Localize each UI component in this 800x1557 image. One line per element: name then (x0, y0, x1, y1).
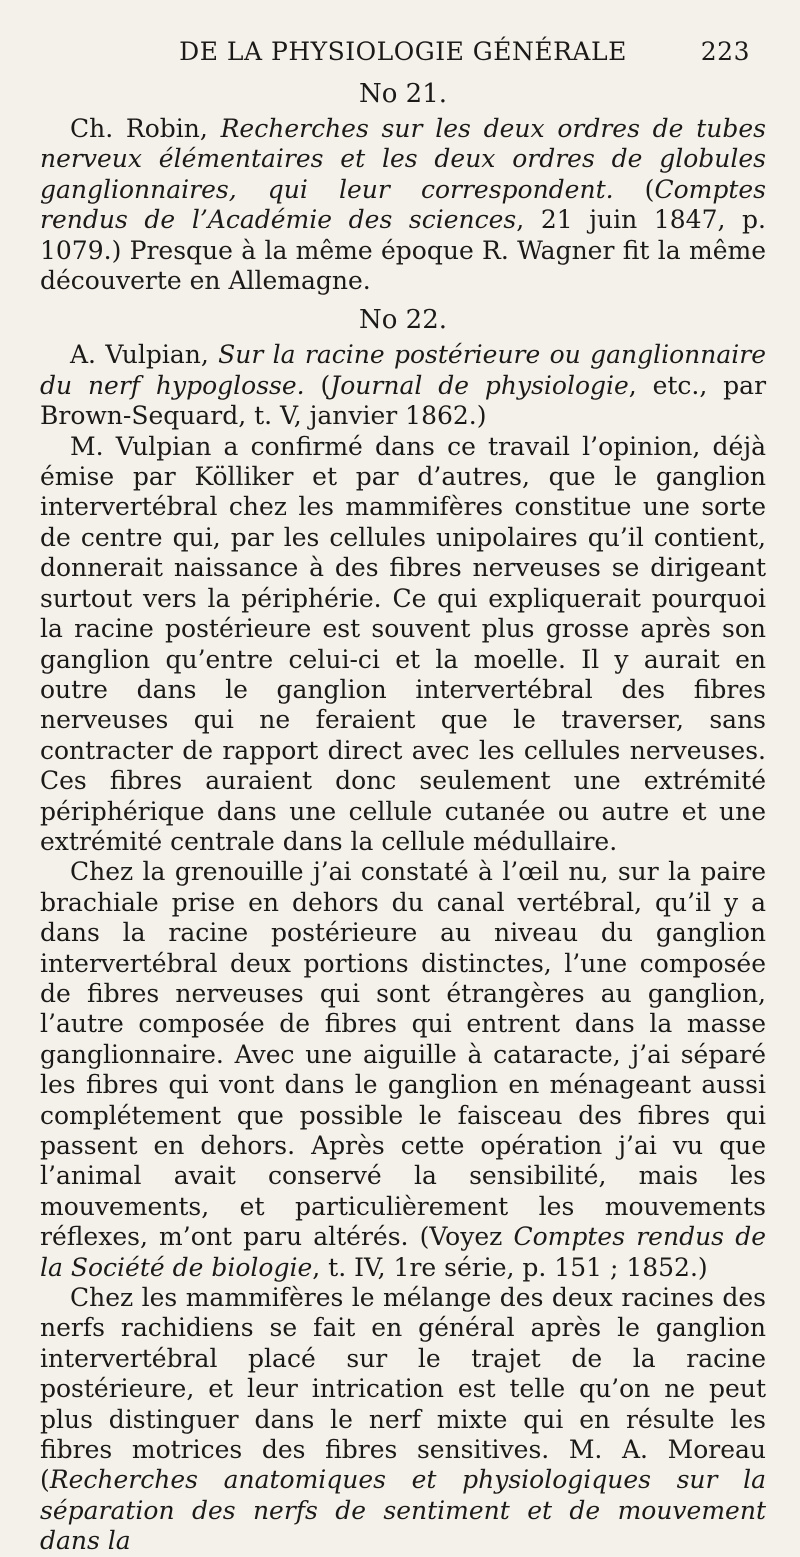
reference-21-rest: , 21 juin 1847, p. 1079.) Presque à la même époque R. Wagner fit la même découverte en Allemagne. (40, 205, 766, 296)
reference-21-title: Recherches sur les deux ordres de tubes nerveux élémentaires et les deux ordres de globules ganglionnaires, qui leur correspondent. (40, 114, 766, 204)
reference-21-author: Ch. Robin, (70, 114, 221, 143)
page-number: 223 (700, 37, 750, 66)
paragraph-mammiferes-text: Chez les mammifères le mélange des deux racines des nerfs rachidiens se fait en général après le ganglion intervertébral placé sur le trajet de la racine postérieure, et leur intrication est telle qu’on ne peut plus distinguer dans le nerf mixte qui en résulte les fibres motrices des fibres sensitives. M. A. Moreau ( (40, 1283, 766, 1495)
reference-21-journal: Comptes rendus de l’Académie des sciences (40, 174, 767, 235)
paragraph-vulpian: M. Vulpian a confirmé dans ce travail l’opinion, déjà émise par Kölliker et par d’autres, que le ganglion intervertébral chez les mammifères constitue une sorte de centre qui, par les cellules unipolaires qu’il contient, donnerait naissance à des fibres nerveuses se dirigeant surtout vers la périphérie. Ce qui expliquerait pourquoi la racine postérieure est souvent plus grosse après son ganglion qu’entre celui-ci et la moelle. Il y aurait en outre dans le ganglion intervertébral des fibres nerveuses qui ne feraient que le traverser, sans contracter de rapport direct avec les cellules nerveuses. Ces fibres auraient donc seulement une extrémité périphérique dans une cellule cutanée ou autre et une extrémité centrale dans la cellule médullaire. (40, 431, 766, 856)
reference-21-paren: ( (613, 174, 655, 204)
paragraph-grenouille-text: Chez la grenouille j’ai constaté à l’œil nu, sur la paire brachiale prise en dehors du canal vertébral, qu’il y a dans la racine postérieure au niveau du ganglion intervertébral deux portions distinctes, l’une composée de fibres nerveuses qui sont étrangères au ganglion, l’autre composée de fibres qui entrent dans la masse ganglionnaire. Avec une aiguille à cataracte, j’ai séparé les fibres qui vont dans le ganglion en ménageant aussi complétement que possible le faisceau des fibres qui passent en dehors. Après cette opération j’ai vu que l’animal avait conservé la sensibilité, mais les mouvements, et particulièrement les mouvements réflexes, m’ont paru altérés. (Voyez (40, 857, 766, 1252)
paragraph-grenouille-rest: , t. IV, 1re série, p. 151 ; 1852.) (312, 1252, 708, 1282)
reference-22-journal: Journal de physiologie (330, 370, 629, 400)
reference-21 (40, 114, 766, 296)
reference-22-paren: ( (304, 370, 331, 400)
reference-22 (40, 340, 766, 431)
paragraph-mammiferes (40, 1283, 766, 1557)
running-head (40, 30, 766, 74)
running-head-title: DE LA PHYSIOLOGIE GÉNÉRALE (179, 37, 627, 66)
reference-22-title: Sur la racine postérieure ou ganglionnaire du nerf hypoglosse. (40, 340, 766, 400)
section-number-21: No 21. (358, 79, 448, 109)
paragraph-mammiferes-title: Recherches anatomiques et physiologiques sur la séparation des nerfs de sentiment et de mouvement dans la (40, 1465, 766, 1556)
paragraph-grenouille (40, 857, 766, 1283)
paragraph-grenouille-journal: Comptes rendus de la Société de biologie (40, 1222, 766, 1282)
reference-22-rest: , etc., par Brown-Sequard, t. V, janvier 1862.) (40, 370, 767, 431)
section-number-22: No 22. (358, 305, 448, 336)
reference-22-author: A. Vulpian, (70, 340, 219, 370)
